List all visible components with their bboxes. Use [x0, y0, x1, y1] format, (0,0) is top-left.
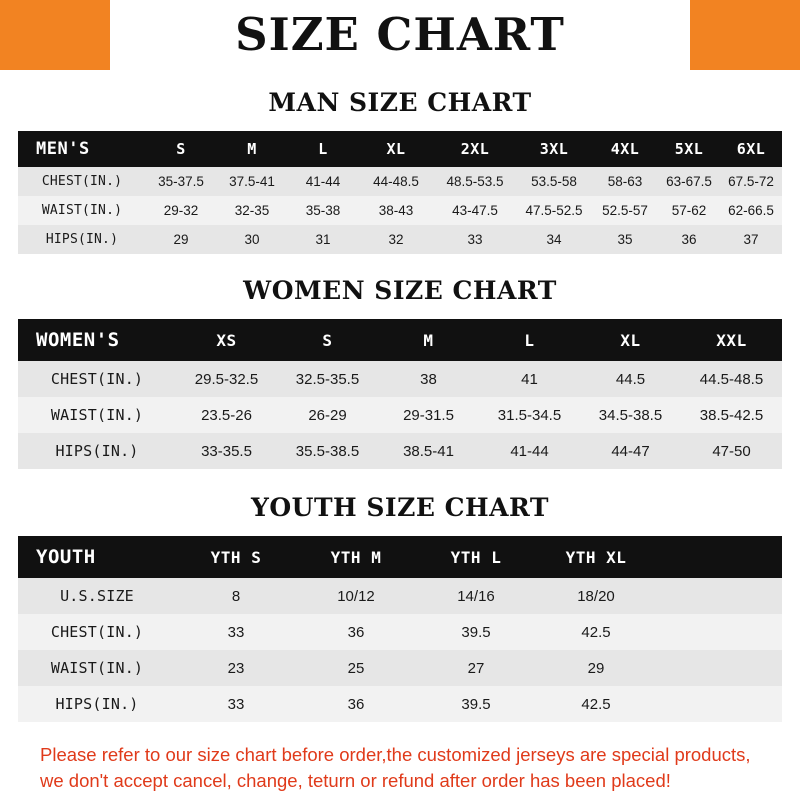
women-header-cell: XXL	[681, 319, 782, 361]
man-cell: 32	[358, 225, 434, 254]
man-cell: 29-32	[146, 196, 216, 225]
women-cell: 41	[479, 361, 580, 397]
youth-cell: 29	[536, 650, 656, 686]
youth-cell-empty	[656, 686, 782, 722]
women-cell: 23.5-26	[176, 397, 277, 433]
women-section-title: WOMEN SIZE CHART	[243, 276, 557, 305]
table-row	[18, 361, 782, 397]
youth-cell: 33	[176, 686, 296, 722]
women-header-cell: S	[277, 319, 378, 361]
man-header-cell: M	[216, 131, 288, 167]
women-cell: 47-50	[681, 433, 782, 469]
youth-cell: 8	[176, 578, 296, 614]
women-cell: 29-31.5	[378, 397, 479, 433]
youth-header-cell: YOUTH	[18, 536, 176, 578]
youth-row-label: CHEST(IN.)	[18, 614, 176, 650]
table-row	[18, 167, 782, 196]
youth-header-row	[18, 536, 782, 578]
man-cell: 58-63	[592, 167, 658, 196]
youth-cell: 36	[296, 614, 416, 650]
man-cell: 52.5-57	[592, 196, 658, 225]
man-cell: 44-48.5	[358, 167, 434, 196]
youth-cell-empty	[656, 614, 782, 650]
youth-row-label: WAIST(IN.)	[18, 650, 176, 686]
youth-header-cell: YTH XL	[536, 536, 656, 578]
youth-cell: 10/12	[296, 578, 416, 614]
women-header-cell: XS	[176, 319, 277, 361]
women-header-cell: XL	[580, 319, 681, 361]
youth-row-label: HIPS(IN.)	[18, 686, 176, 722]
women-cell: 38.5-42.5	[681, 397, 782, 433]
man-header-cell: L	[288, 131, 358, 167]
notice-line-2: we don't accept cancel, change, teturn or refund after order has been placed!	[40, 770, 671, 791]
man-header-cell: XL	[358, 131, 434, 167]
man-header-cell: MEN'S	[18, 131, 146, 167]
man-cell: 33	[434, 225, 516, 254]
youth-cell: 33	[176, 614, 296, 650]
women-cell: 29.5-32.5	[176, 361, 277, 397]
man-cell: 57-62	[658, 196, 720, 225]
order-notice	[18, 742, 782, 794]
women-header-cell: WOMEN'S	[18, 319, 176, 361]
table-row	[18, 614, 782, 650]
man-cell: 67.5-72	[720, 167, 782, 196]
youth-section-title: YOUTH SIZE CHART	[251, 493, 549, 522]
man-cell: 36	[658, 225, 720, 254]
women-cell: 35.5-38.5	[277, 433, 378, 469]
youth-cell-empty	[656, 650, 782, 686]
women-size-table	[18, 319, 782, 469]
page-title: SIZE CHART	[235, 8, 565, 61]
women-cell: 26-29	[277, 397, 378, 433]
youth-cell: 36	[296, 686, 416, 722]
header-banner	[0, 0, 800, 70]
man-header-cell: 4XL	[592, 131, 658, 167]
man-cell: 41-44	[288, 167, 358, 196]
table-row	[18, 397, 782, 433]
man-row-label: HIPS(IN.)	[18, 225, 146, 254]
youth-header-cell: YTH L	[416, 536, 536, 578]
youth-cell: 42.5	[536, 614, 656, 650]
man-cell: 47.5-52.5	[516, 196, 592, 225]
man-cell: 53.5-58	[516, 167, 592, 196]
man-header-cell: 5XL	[658, 131, 720, 167]
notice-line-1: Please refer to our size chart before order,the customized jerseys are special products,	[40, 744, 751, 765]
man-header-cell: 2XL	[434, 131, 516, 167]
man-header-cell: 6XL	[720, 131, 782, 167]
women-cell: 44.5	[580, 361, 681, 397]
youth-cell: 14/16	[416, 578, 536, 614]
youth-cell: 42.5	[536, 686, 656, 722]
women-row-label: WAIST(IN.)	[18, 397, 176, 433]
women-cell: 34.5-38.5	[580, 397, 681, 433]
man-cell: 48.5-53.5	[434, 167, 516, 196]
women-cell: 32.5-35.5	[277, 361, 378, 397]
man-cell: 32-35	[216, 196, 288, 225]
youth-cell: 39.5	[416, 686, 536, 722]
women-row-label: CHEST(IN.)	[18, 361, 176, 397]
man-row-label: WAIST(IN.)	[18, 196, 146, 225]
women-cell: 41-44	[479, 433, 580, 469]
man-cell: 35-38	[288, 196, 358, 225]
women-cell: 31.5-34.5	[479, 397, 580, 433]
man-cell: 63-67.5	[658, 167, 720, 196]
women-row-label: HIPS(IN.)	[18, 433, 176, 469]
content-area	[0, 88, 800, 794]
man-size-table	[18, 131, 782, 254]
women-header-cell: L	[479, 319, 580, 361]
man-cell: 38-43	[358, 196, 434, 225]
women-cell: 44-47	[580, 433, 681, 469]
man-cell: 30	[216, 225, 288, 254]
women-header-cell: M	[378, 319, 479, 361]
women-cell: 44.5-48.5	[681, 361, 782, 397]
man-cell: 31	[288, 225, 358, 254]
man-cell: 43-47.5	[434, 196, 516, 225]
youth-cell: 23	[176, 650, 296, 686]
table-row	[18, 686, 782, 722]
man-cell: 37.5-41	[216, 167, 288, 196]
youth-cell: 18/20	[536, 578, 656, 614]
table-row	[18, 578, 782, 614]
man-cell: 37	[720, 225, 782, 254]
man-cell: 62-66.5	[720, 196, 782, 225]
women-cell: 38	[378, 361, 479, 397]
youth-header-cell: YTH M	[296, 536, 416, 578]
youth-cell-empty	[656, 578, 782, 614]
youth-row-label: U.S.SIZE	[18, 578, 176, 614]
youth-cell: 39.5	[416, 614, 536, 650]
table-row	[18, 225, 782, 254]
man-header-row	[18, 131, 782, 167]
youth-cell: 27	[416, 650, 536, 686]
women-header-row	[18, 319, 782, 361]
youth-header-cell: YTH S	[176, 536, 296, 578]
youth-header-cell-empty	[656, 536, 782, 578]
youth-cell: 25	[296, 650, 416, 686]
women-cell: 33-35.5	[176, 433, 277, 469]
women-cell: 38.5-41	[378, 433, 479, 469]
man-cell: 35-37.5	[146, 167, 216, 196]
man-cell: 29	[146, 225, 216, 254]
man-section-title: MAN SIZE CHART	[268, 88, 532, 117]
man-cell: 35	[592, 225, 658, 254]
man-row-label: CHEST(IN.)	[18, 167, 146, 196]
table-row	[18, 196, 782, 225]
man-cell: 34	[516, 225, 592, 254]
man-header-cell: 3XL	[516, 131, 592, 167]
table-row	[18, 433, 782, 469]
youth-size-table	[18, 536, 782, 722]
table-row	[18, 650, 782, 686]
man-header-cell: S	[146, 131, 216, 167]
